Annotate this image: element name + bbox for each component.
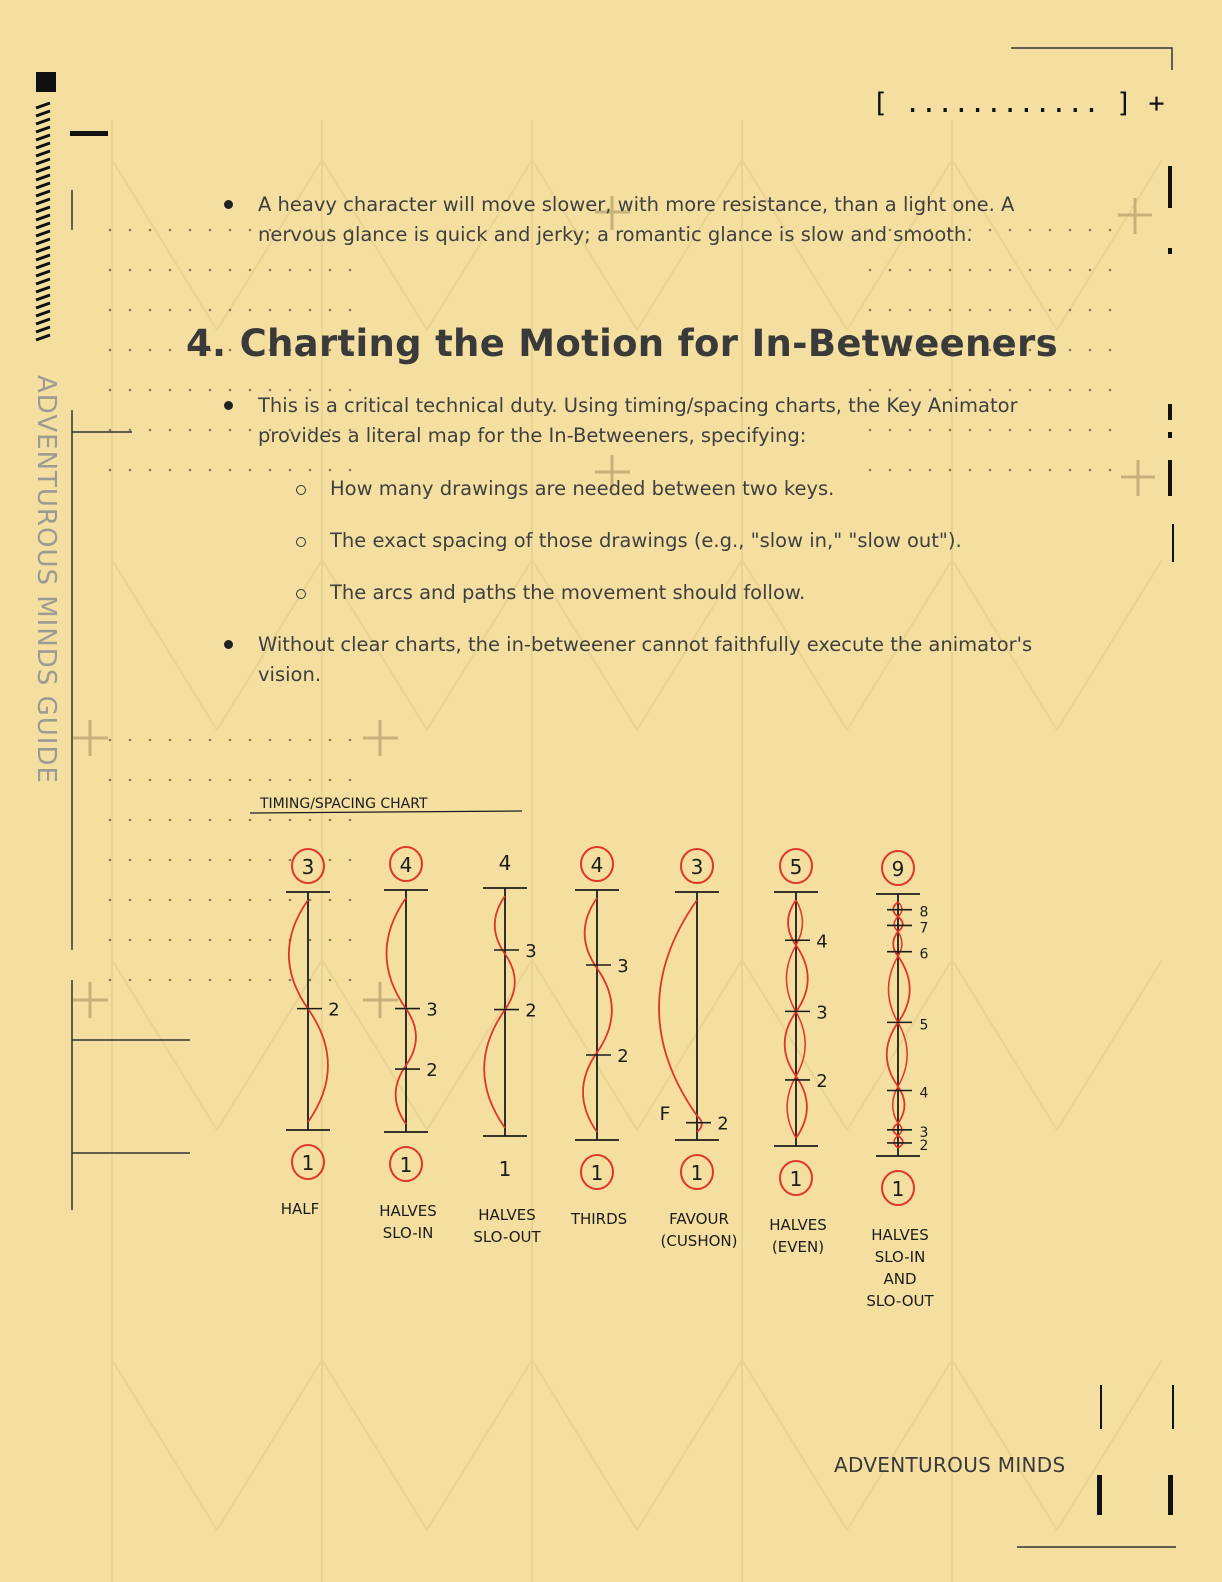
- bullet-2-line-2: vision.: [258, 663, 322, 686]
- sub-bullet-ring: [296, 485, 306, 495]
- bottom-key-number: 1: [690, 1161, 704, 1185]
- top-key-number: 5: [789, 855, 803, 879]
- intro-bullet-line-1: A heavy character will move slower, with more resistance, than a light one. A: [258, 193, 1015, 216]
- sub-bullet-ring: [296, 589, 306, 599]
- top-key-number: 3: [301, 855, 315, 879]
- inbetween-number: 2: [328, 999, 340, 1021]
- inbetween-number: 8: [919, 904, 929, 921]
- chart-caption: SLO-IN: [874, 1248, 926, 1266]
- inbetween-number: 4: [919, 1085, 929, 1102]
- bottom-key-number: 1: [590, 1161, 604, 1185]
- spacing-arc: [796, 1012, 805, 1076]
- bullet-1-line-1: This is a critical technical duty. Using timing/spacing charts, the Key Animator: [258, 394, 1018, 417]
- inbetween-number: 4: [816, 931, 828, 953]
- inbetween-number: 3: [919, 1124, 929, 1141]
- chart-caption: HALVES: [379, 1202, 437, 1220]
- inbetween-number: 2: [426, 1060, 438, 1082]
- chart-caption: HALF: [280, 1200, 320, 1218]
- chart-caption: THIRDS: [570, 1210, 628, 1228]
- spacing-arc: [796, 1076, 807, 1138]
- bullet-dot: [224, 200, 233, 209]
- bottom-key-number: 1: [301, 1151, 315, 1175]
- bullet-1-line-2: provides a literal map for the In-Betweeners, specifying:: [258, 424, 807, 447]
- bullet-dot: [224, 640, 233, 649]
- chart-caption: HALVES: [478, 1206, 536, 1224]
- chart-caption: FAVOUR: [669, 1210, 729, 1228]
- vertical-guide-title-text: ADVENTUROUS MINDS GUIDE: [31, 375, 61, 784]
- spacing-arc: [583, 1052, 597, 1132]
- spacing-arc: [785, 1012, 796, 1076]
- header-bracket-label: [ ............ ] +: [872, 88, 1165, 119]
- inbetween-number: 3: [816, 1002, 828, 1024]
- spacing-arc: [898, 956, 910, 1022]
- inbetween-number: 2: [816, 1070, 828, 1092]
- spacing-arc: [597, 968, 612, 1052]
- timing-spacing-chart-illustration: [240, 780, 960, 1310]
- spacing-arc: [786, 945, 796, 1012]
- spacing-arc: [787, 1076, 796, 1138]
- bullet-dot: [224, 401, 233, 410]
- spacing-arc: [796, 900, 802, 945]
- spacing-arc: [659, 900, 697, 1116]
- chart-caption: SLO-OUT: [866, 1292, 934, 1310]
- sub-item-1: How many drawings are needed between two keys.: [330, 477, 835, 500]
- sub-bullet-ring: [296, 537, 306, 547]
- spacing-arc: [788, 900, 796, 945]
- top-key-number: 4: [399, 853, 413, 877]
- spacing-arc: [505, 954, 515, 1010]
- section-heading: 4. Charting the Motion for In-Betweeners: [186, 322, 1058, 365]
- bottom-key-number: 1: [891, 1177, 905, 1201]
- spacing-arc: [406, 1009, 416, 1066]
- inbetween-number: 3: [617, 956, 629, 977]
- inbetween-number: 3: [525, 941, 537, 962]
- bullet-2-line-1: Without clear charts, the in-betweener cannot faithfully execute the animator's: [258, 633, 1033, 656]
- footer-brand: ADVENTUROUS MINDS: [834, 1453, 1066, 1477]
- chart-caption: AND: [883, 1270, 917, 1288]
- spacing-arc: [796, 945, 808, 1012]
- chart-caption: (EVEN): [771, 1238, 825, 1256]
- top-key-number: 4: [590, 853, 604, 877]
- intro-bullet-line-2: nervous glance is quick and jerky; a romantic glance is slow and smooth.: [258, 223, 973, 246]
- sub-item-3: The arcs and paths the movement should follow.: [330, 581, 806, 604]
- chart-caption: HALVES: [871, 1226, 929, 1244]
- chart-caption: SLO-IN: [382, 1224, 434, 1242]
- spacing-arc: [889, 956, 898, 1022]
- spacing-arc: [484, 1010, 505, 1128]
- chart-caption: HALVES: [769, 1216, 827, 1234]
- inbetween-number: 2: [525, 1000, 537, 1022]
- top-key-number: 3: [690, 855, 704, 879]
- chart-caption: (CUSHON): [660, 1232, 738, 1250]
- chart-title: TIMING/SPACING CHART: [260, 796, 428, 812]
- inbetween-number: 2: [617, 1046, 629, 1067]
- spacing-arc: [396, 1065, 406, 1124]
- favour-mark-label: F: [659, 1103, 671, 1125]
- spacing-arc: [308, 1009, 328, 1122]
- spacing-arc: [887, 1023, 898, 1087]
- inbetween-number: 6: [919, 946, 929, 963]
- bottom-key-number: 1: [789, 1167, 803, 1191]
- spacing-arc: [495, 896, 505, 954]
- spacing-arc: [585, 898, 597, 968]
- inbetween-number: 3: [426, 999, 438, 1021]
- vertical-guide-title: [27, 375, 67, 784]
- chart-caption: SLO-OUT: [473, 1228, 541, 1246]
- sub-item-2: The exact spacing of those drawings (e.g., "slow in," "slow out").: [330, 529, 962, 552]
- inbetween-number: 7: [919, 920, 929, 937]
- spacing-arc: [898, 1023, 907, 1087]
- inbetween-number: 5: [919, 1017, 929, 1034]
- bottom-key-number: 1: [399, 1153, 413, 1177]
- inbetween-number: 2: [919, 1137, 929, 1154]
- top-key-number: 4: [498, 851, 512, 875]
- bottom-key-number: 1: [498, 1157, 512, 1181]
- inbetween-number: 2: [717, 1113, 729, 1135]
- spacing-arc: [387, 898, 406, 1009]
- spacing-arc: [898, 1087, 904, 1124]
- spacing-arc: [289, 900, 308, 1009]
- top-key-number: 9: [891, 857, 905, 881]
